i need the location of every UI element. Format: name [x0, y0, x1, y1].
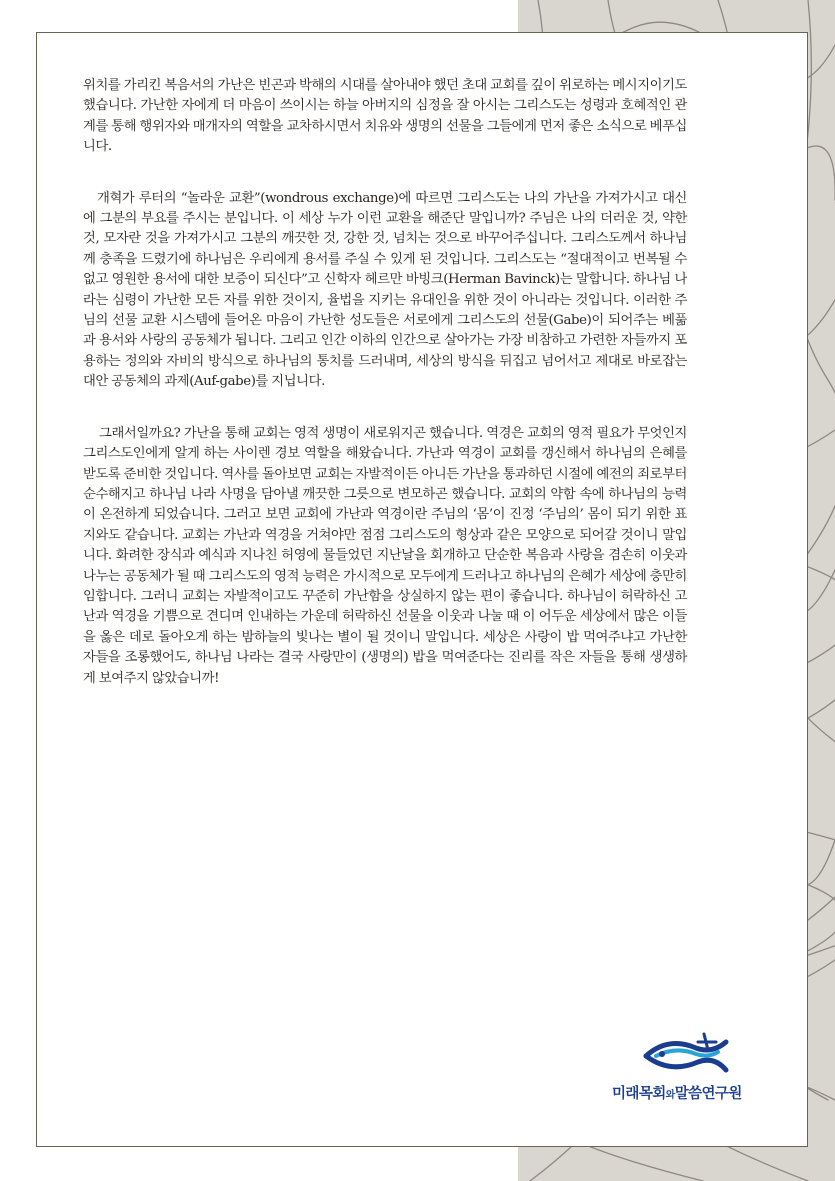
organization-logo	[612, 1030, 762, 1110]
organization-name-part2: 말씀연구원	[674, 1086, 742, 1102]
article-body	[83, 76, 687, 720]
paragraph-3: 그래서일까요? 가난을 통해 교회는 영적 생명이 새로워지곤 했습니다. 역경은 교회의 영적 필요가 무엇인지 그리스도인에게 알게 하는 사이렌 경보 역할을 해왔습니다. 가난과 역경이 교회를 갱신해서 하나님의 은혜를 받도록 준비한 것입니다. 역사를 돌아보면 교회는 자발적이든 아니든 가난을 통과하던 시절에 예전의 죄로부터 순수해지고 하나님 나라 사명을 담아낼 깨끗한 그릇으로 변모하곤 했습니다. 교회의 약함 속에 하나님의 능력이 온전하게 되었습니다. 그러고 보면 교회에 가난과 역경이란 주님의 ‘몸’이 진정 ‘주님의’ 몸이 되기 위한 표지와도 같습니다. 교회는 가난과 역경을 거쳐야만 점점 그리스도의 형상과 같은 모양으로 되어갈 것이니 말입니다. 화려한 장식과 예식과 지나친 허영에 물들었던 지난날을 회개하고 단순한 복음과 사랑을 겸손히 이웃과 나누는 공동체가 될 때 그리스도의 영적 능력은 가시적으로 모두에게 드러나고 하나님의 은혜가 세상에 충만히 임합니다. 그러니 교회는 자발적이고도 꾸준히 가난함을 상실하지 않는 편이 좋습니다. 하나님이 허락하신 고난과 역경을 기쁨으로 견디며 인내하는 가운데 허락하신 선물을 이웃과 나눌 때 이 어두운 세상에서 많은 이들을 옳은 데로 돌아오게 하는 밤하늘의 빛나는 별이 될 것이니 말입니다. 세상은 사랑이 밥 먹여주냐고 가난한 자들을 조롱했어도, 하나님 나라는 결국 사랑만이 (생명의) 밥을 먹여준다는 진리를 작은 자들을 통해 생생하게 보여주지 않았습니까!	[83, 425, 687, 686]
fish-logo-icon	[638, 1030, 734, 1078]
organization-name-part1: 미래목회	[612, 1086, 666, 1102]
organization-name	[612, 1082, 762, 1103]
paragraph-2: 개혁가 루터의 “놀라운 교환”(wondrous exchange)에 따르면 그리스도는 나의 가난을 가져가시고 대신에 그분의 부요를 주시는 분입니다. 이 세상 누가 이런 교환을 해준단 말입니까? 주님은 나의 더러운 것, 약한 것, 모자란 것을 가져가시고 그분의 깨끗한 것, 강한 것, 넘치는 것으로 바꾸어주십니다. 그리스도께서 하나님께 충족을 드렸기에 하나님은 우리에게 용서를 주실 수 있게 된 것입니다. 그리스도는 “절대적이고 번복될 수 없고 영원한 용서에 대한 보증이 되신다”고 신학자 헤르만 바빙크(Herman Bavinck)는 말합니다. 하나님 나라는 심령이 가난한 모든 자를 위한 것이지, 율법을 지키는 유대인을 위한 것이 아니라는 것입니다. 이러한 주님의 선물 교환 시스템에 들어온 마음이 가난한 성도들은 서로에게 그리스도의 선물(Gabe)이 되어주는 베풂과 용서와 사랑의 공동체가 됩니다. 그리고 인간 이하의 인간으로 살아가는 가장 비참하고 가련한 자들까지 포용하는 정의와 자비의 방식으로 하나님의 통치를 드러내며, 세상의 방식을 뒤집고 넘어서고 제대로 바로잡는 대안 공동체의 과제(Auf-gabe)를 지닙니다.	[83, 190, 687, 390]
organization-name-connector: 와	[665, 1090, 675, 1101]
paragraph-1: 위치를 가리킨 복음서의 가난은 빈곤과 박해의 시대를 살아내야 했던 초대 교회를 깊이 위로하는 메시지이기도 했습니다. 가난한 자에게 더 마음이 쓰이시는 하늘 아버지의 심정을 잘 아시는 그리스도는 성령과 호혜적인 관계를 통해 행위자와 매개자의 역할을 교차하시면서 치유와 생명의 선물을 그들에게 먼저 좋은 소식으로 베푸십니다.	[83, 78, 687, 155]
